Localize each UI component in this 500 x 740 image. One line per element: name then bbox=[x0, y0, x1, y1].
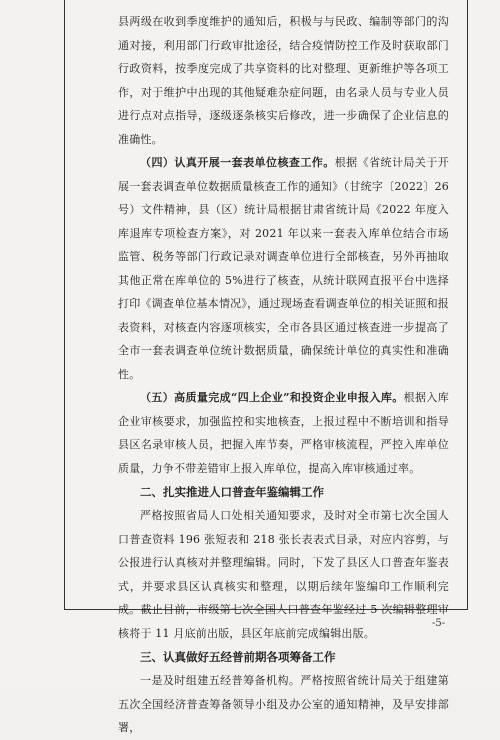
paragraph-enterprise-registration-body: 根据入库企业审核要求，加强监控和实地核查，上报过程中不断培训和指导县区名录审核人员，把握入库节奏，严格审核流程，严控入库单位质量，力争不带差错审上报入库单位，提高入库审核通过率。 bbox=[118, 391, 449, 475]
paragraph-maintenance: 县两级在收到季度维护的通知后，积极与与民政、编制等部门的沟通对接，利用部门行政审批途径，结合疫情防控工作及时获取部门行政资料，按季度完成了共享资料的比对整理、更新维护等各项工作，对于维护中出现的其他疑难杂症问题，由名录人员与专业人员进行点对点指导，逐级逐条核实后修改，进一步确保了企业信息的准确性。 bbox=[118, 15, 449, 146]
subheading-unit-verification: （四）认真开展一套表单位核查工作。 bbox=[140, 156, 335, 169]
section-heading-economic-census: 三、认真做好五经普前期各项筹备工作 bbox=[140, 650, 336, 664]
paragraph-unit-verification bbox=[118, 151, 449, 386]
paragraph-enterprise-registration bbox=[118, 386, 449, 480]
paragraph-census-yearbook: 严格按照省局人口处相关通知要求，及时对全市第七次全国人口普查资料 196 张短表和 218 张长表表式目录，对应内容剪，与公报进行认真核对并整理编辑。同时，下发了县区人口普查年鉴表式，并要求县区认真核实和整理，以期后续年鉴编印工作顺利完成。截止目前，市级第七次全国人口普查年鉴经过 5 次编辑整理审核将于 11 月底前出版，县区年底前完成编辑出版。 bbox=[118, 509, 449, 640]
subheading-enterprise-registration: （五）高质量完成“四上企业”和投资企业申报入库。 bbox=[140, 391, 404, 404]
paragraph-economic-census: 一是及时组建五经普筹备机构。严格按照省统计局关于组建第五次全国经济普查筹备领导小组及办公室的通知精神，及早安排部署， bbox=[118, 674, 449, 734]
paragraph-unit-verification-body: 根据《省统计局关于开展一套表调查单位数据质量核查工作的通知》（甘统字〔2022〕26 号）文件精神，县（区）统计局根据甘肃省统计局《2022 年度入库退库专项检查方案》，对 2021 年以来一套表入库单位结合市场监管、税务等部门行政记录对调查单位进行全部核查，另外再抽取其他正常在库单位的 5%进行了核查，从统计联网直报平台中选择打印《调查单位基本情况》，通过现场查看调查单位的相关证照和报表资料，对核查内容逐项核实，全市各县区通过核查进一步提高了全市一套表调查单位统计数据质量，确保统计单位的真实性和准确性。 bbox=[118, 156, 450, 381]
document-body bbox=[118, 10, 449, 740]
page-number-text: -5- bbox=[432, 618, 446, 629]
section-heading-census-yearbook: 二、扎实推进人口普查年鉴编辑工作 bbox=[140, 485, 324, 499]
